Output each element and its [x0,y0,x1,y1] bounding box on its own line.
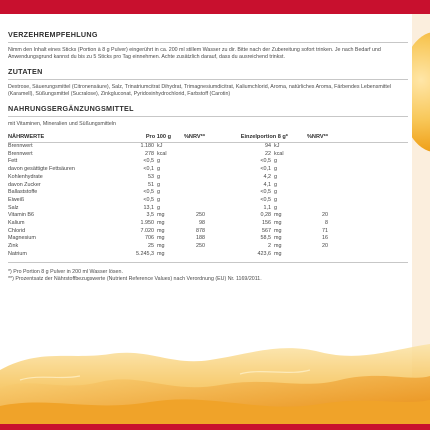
nrv-per-100g: 250 [196,243,205,250]
ingredients-text: Dextrose, Säuerungsmittel (Citronensäure), Salz, Trinatriumcitrat Dihydrat, Trimagnesiumdicitrat, Kaliumchlorid, Aroma, natürliches Aroma, Färbendes Lebensmittel (Karamell), Süßungsmittel (Sucralose), Zinkgluconat, Pyridoxinhydrochlorid, Farbstoff (Carotin) [8,84,392,97]
value-per-100g: <0,1 [143,166,154,173]
table-row [8,158,408,166]
nutrient-name: Salz [8,204,19,211]
nrv-per-100g [171,151,205,159]
nrv-per-100g: 98 [199,220,205,227]
recommendation-text: Nimm den Inhalt eines Sticks (Portion à 8 g Pulver) eingerührt in ca. 200 ml stillem Wasser zu dir. Bitte nach der Zubereitung sofort trinken. Je nach Bedarf und Anwendungsgrund kannst du bis zu 5 Sticks pro Tag einnehmen. Achte zusätzlich darauf, dass du ausreichend trinkst. [8,47,381,60]
value-per-portion: 4,1 [263,181,271,188]
nrv-per-100g [171,174,205,182]
value-per-portion: <0,5 [260,196,271,203]
nrv-per-portion: 16 [322,235,328,242]
value-per-portion: 0,28 [260,212,271,219]
unit-per-100g: mg [157,220,165,227]
header-nutrients: NÄHRWERTE [8,134,45,140]
unit-per-portion: g [274,173,277,180]
recommendation-title: VERZEHREMPFEHLUNG [8,30,408,43]
supplement-title: NAHRUNGSERGÄNZUNGSMITTEL [8,104,408,117]
table-row [8,220,408,228]
header-nrv-portion: %NRV** [306,134,328,140]
table-row [8,235,408,243]
table-row [8,166,408,174]
value-per-100g: <0,5 [143,158,154,165]
value-per-portion: <0,1 [260,166,271,173]
nrv-per-100g [171,158,205,166]
value-per-100g: 1.180 [140,143,154,149]
nutrient-name: Natrium [8,250,27,257]
top-accent-bar [0,0,430,14]
unit-per-100g: kcal [157,150,167,157]
ingredients-title: ZUTATEN [8,67,408,80]
value-per-portion: 22 [265,150,271,157]
unit-per-portion: kcal [274,150,284,157]
table-row [8,205,408,213]
unit-per-100g: mg [157,250,165,257]
unit-per-portion: g [274,189,277,196]
header-nrv-100g: %NRV** [183,134,205,140]
nrv-per-portion [288,197,328,205]
footnotes [8,269,408,283]
table-divider [8,262,408,263]
header-portion: Einzelportion 8 g* [240,134,288,140]
unit-per-100g: g [157,204,160,211]
nrv-per-portion [288,143,328,151]
value-per-100g: <0,5 [143,196,154,203]
unit-per-portion: mg [274,243,282,250]
unit-per-100g: g [157,158,160,165]
value-per-100g: 278 [145,150,154,157]
nutrient-name: Ballaststoffe [8,189,38,196]
unit-per-portion: g [274,158,277,165]
table-row [8,212,408,220]
nutrient-name: Vitamin B6 [8,212,34,219]
nrv-per-100g [171,205,205,213]
table-row [8,143,408,151]
value-per-100g: 7.020 [140,227,154,234]
value-per-portion: <0,5 [260,158,271,165]
nrv-per-portion [288,174,328,182]
nutrient-name: Chlorid [8,227,26,234]
nrv-per-portion: 71 [322,227,328,234]
supplement-text: mit Vitaminen, Mineralien und Süßungsmitteln [8,121,116,127]
table-row [8,228,408,236]
bottom-accent-bar [0,424,430,430]
nutrient-name: Magnesium [8,235,36,242]
unit-per-100g: mg [157,212,165,219]
value-per-portion: 567 [262,227,271,234]
unit-per-portion: g [274,166,277,173]
nutrient-name: Brennwert [8,150,33,157]
table-row [8,197,408,205]
table-row [8,189,408,197]
nrv-per-portion [288,182,328,190]
nutrient-name: Brennwert [8,143,33,149]
nutrient-name: Eiweiß [8,196,25,203]
unit-per-100g: g [157,196,160,203]
nrv-per-portion [288,151,328,159]
nutrition-table-header [8,134,408,143]
nrv-per-100g: 878 [196,227,205,234]
value-per-100g: 706 [145,235,154,242]
nrv-per-100g: 188 [196,235,205,242]
value-per-100g: 13,1 [143,204,154,211]
nrv-per-portion [288,158,328,166]
value-per-portion: 94 [265,143,271,149]
table-row [8,243,408,251]
unit-per-100g: g [157,173,160,180]
nrv-per-portion [288,189,328,197]
unit-per-portion: mg [274,227,282,234]
nrv-per-100g [171,251,205,259]
table-row [8,182,408,190]
table-row [8,251,408,259]
unit-per-100g: g [157,181,160,188]
value-per-100g: 3,5 [146,212,154,219]
unit-per-100g: g [157,166,160,173]
orange-wave-decoration [0,330,430,424]
nutrient-name: Zink [8,243,19,250]
value-per-portion: 58,5 [260,235,271,242]
value-per-portion: 4,2 [263,173,271,180]
nutrient-name: davon Zucker [8,181,41,188]
nrv-per-100g [171,166,205,174]
nutrition-table-body [8,143,408,259]
nrv-per-100g [171,182,205,190]
unit-per-portion: mg [274,250,282,257]
nrv-per-portion [288,205,328,213]
nrv-per-portion: 20 [322,212,328,219]
value-per-100g: 1.950 [140,220,154,227]
nrv-per-portion [288,166,328,174]
footnote-portion: *) Pro Portion 8 g Pulver in 200 ml Wasser lösen. [8,268,123,275]
orange-slice-image [412,32,430,152]
value-per-portion: <0,5 [260,189,271,196]
nutrient-name: Kohlenhydrate [8,173,43,180]
value-per-portion: 2 [268,243,271,250]
nrv-per-100g: 250 [196,212,205,219]
table-row [8,174,408,182]
footnote-nrv: **) Prozentsatz der Nährstoffbezugswerte (Nutrient Reference Values) nach Verordnung (EU) Nr. 1169/2011. [8,275,262,282]
unit-per-100g: mg [157,227,165,234]
wave-graphic [0,330,430,424]
unit-per-100g: g [157,189,160,196]
unit-per-portion: g [274,196,277,203]
header-per-100g: Pro 100 g [145,134,171,140]
nrv-per-portion: 20 [322,243,328,250]
value-per-portion: 156 [262,220,271,227]
value-per-100g: 53 [148,173,154,180]
unit-per-portion: mg [274,235,282,242]
unit-per-100g: mg [157,243,165,250]
nutrient-name: davon gesättigte Fettsäuren [8,166,75,173]
value-per-100g: 51 [148,181,154,188]
table-row [8,151,408,159]
nutrient-name: Kalium [8,220,25,227]
unit-per-100g: mg [157,235,165,242]
nrv-per-100g [171,197,205,205]
value-per-100g: 25 [148,243,154,250]
unit-per-portion: kJ [274,143,280,149]
product-info-panel [8,24,408,283]
nrv-per-100g [171,189,205,197]
unit-per-portion: g [274,204,277,211]
value-per-100g: 5.245,3 [136,250,154,257]
value-per-portion: 1,1 [263,204,271,211]
nrv-per-portion [288,251,328,259]
value-per-portion: 423,6 [257,250,271,257]
unit-per-100g: kJ [157,143,163,149]
nrv-per-portion: 8 [325,220,328,227]
unit-per-portion: mg [274,220,282,227]
value-per-100g: <0,5 [143,189,154,196]
unit-per-portion: g [274,181,277,188]
nutrient-name: Fett [8,158,18,165]
nrv-per-100g [171,143,205,151]
unit-per-portion: mg [274,212,282,219]
